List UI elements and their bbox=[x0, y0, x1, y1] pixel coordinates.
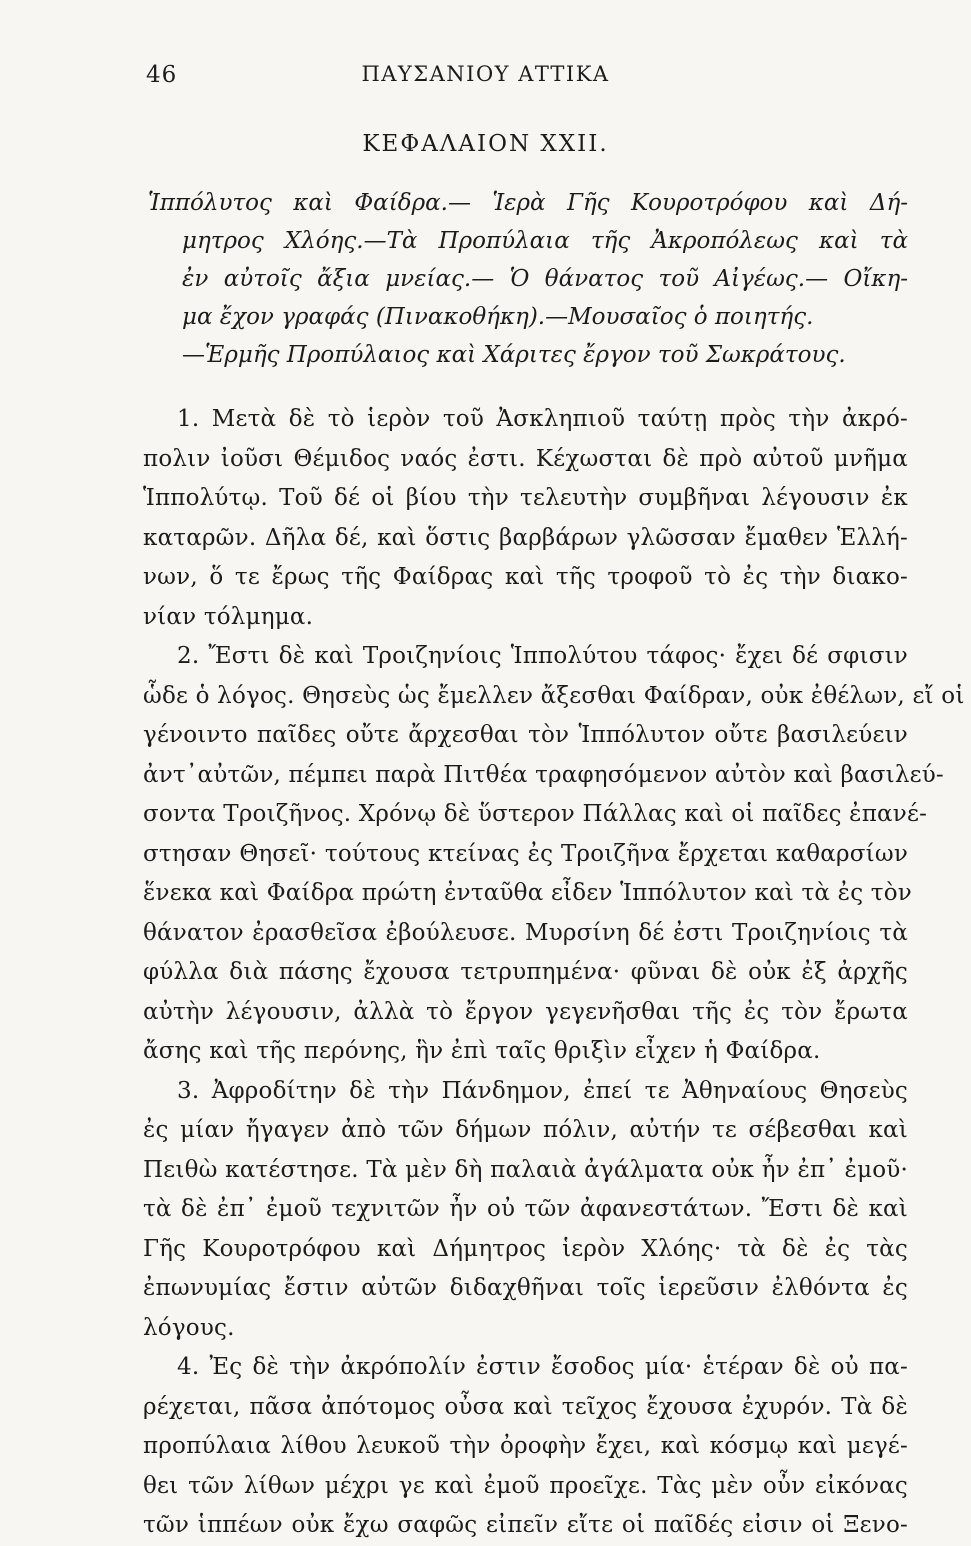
running-title: ΠΑΥΣΑΝΙΟΥ ΑΤΤΙΚΑ bbox=[361, 62, 610, 86]
summary-line: μα ἔχον γραφάς (Πινακοθήκη).—Μουσαῖος ὁ ποιητής. bbox=[182, 304, 814, 330]
text-line: καταρῶν. Δῆλα δέ, καὶ ὅστις βαρβάρων γλῶσσαν ἔμαθεν Ἑλλή- bbox=[143, 524, 908, 551]
text-line: 2. Ἔστι δὲ καὶ Τροιζηνίοις Ἱππολύτου τάφος· ἔχει δέ σφισιν bbox=[177, 643, 908, 669]
text-line: αὐτὴν λέγουσιν, ἀλλὰ τὸ ἔργον γεγενῆσθαι τῆς ἐς τὸν ἔρωτα bbox=[143, 998, 908, 1025]
text-line: νίαν τόλμημα. bbox=[143, 603, 314, 630]
text-line: θάνατον ἐρασθεῖσα ἐβούλευσε. Μυρσίνη δέ ἐστι Τροιζηνίοις τὰ bbox=[143, 919, 908, 946]
text-line: θει τῶν λίθων μέχρι γε καὶ ἐμοῦ προεῖχε. Τὰς μὲν οὖν εἰκόνας bbox=[143, 1472, 908, 1499]
summary-line: —Ἑρμῆς Προπύλαιος καὶ Χάριτες ἔργον τοῦ Σωκράτους. bbox=[182, 342, 846, 368]
text-line: ἐς μίαν ἤγαγεν ἀπὸ τῶν δήμων πόλιν, αὐτήν τε σέβεσθαι καὶ bbox=[143, 1117, 908, 1143]
summary-line: ἐν αὐτοῖς ἄξια μνείας.— Ὁ θάνατος τοῦ Αἰγέως.— Οἴκη- bbox=[182, 266, 908, 292]
text-line: ρέχεται, πᾶσα ἀπότομος οὖσα καὶ τεῖχος ἔχουσα ἐχυρόν. Τὰ δὲ bbox=[143, 1393, 908, 1420]
chapter-title: ΚΕΦΑΛΑΙΟΝ XXII. bbox=[362, 131, 609, 157]
chapter-summary bbox=[148, 184, 908, 374]
page-number: 46 bbox=[146, 62, 178, 88]
text-line: τὰ δὲ ἐπ᾽ ἐμοῦ τεχνιτῶν ἦν οὐ τῶν ἀφανεστάτων. Ἔστι δὲ καὶ bbox=[143, 1196, 908, 1222]
summary-line: μητρος Χλόης.—Τὰ Προπύλαια τῆς Ἀκροπόλεως καὶ τὰ bbox=[182, 228, 908, 254]
text-line: πολιν ἰοῦσι Θέμιδος ναός ἐστι. Κέχωσται δὲ πρὸ αὐτοῦ μνῆμα bbox=[143, 445, 908, 472]
text-line: Γῆς Κουροτρόφου καὶ Δήμητρος ἱερὸν Χλόης· τὰ δὲ ἐς τὰς bbox=[143, 1235, 908, 1262]
text-line: γένοιντο παῖδες οὔτε ἄρχεσθαι τὸν Ἱππόλυτον οὔτε βασιλεύειν bbox=[143, 722, 908, 748]
text-line: ἄσης καὶ τῆς περόνης, ἣν ἐπὶ ταῖς θριξὶν εἶχεν ἡ Φαίδρα. bbox=[143, 1038, 821, 1064]
text-line: 4. Ἐς δὲ τὴν ἀκρόπολίν ἐστιν ἔσοδος μία· ἑτέραν δὲ οὐ πα- bbox=[177, 1354, 908, 1380]
text-line: τῶν ἱππέων οὐκ ἔχω σαφῶς εἰπεῖν εἴτε οἱ παῖδές εἰσιν οἱ Ξενο- bbox=[143, 1512, 908, 1538]
text-line: 3. Ἀφροδίτην δὲ τὴν Πάνδημον, ἐπεί τε Ἀθηναίους Θησεὺς bbox=[177, 1077, 908, 1104]
text-line: Ἱππολύτῳ. Τοῦ δέ οἱ βίου τὴν τελευτὴν συμβῆναι λέγουσιν ἐκ bbox=[143, 485, 908, 511]
text-line: 1. Μετὰ δὲ τὸ ἱερὸν τοῦ Ἀσκληπιοῦ ταύτῃ πρὸς τὴν ἀκρό- bbox=[177, 406, 908, 432]
text-line: προπύλαια λίθου λευκοῦ τὴν ὀροφὴν ἔχει, καὶ κόσμῳ καὶ μεγέ- bbox=[143, 1433, 908, 1459]
text-line: στησαν Θησεῖ· τούτους κτείνας ἐς Τροιζῆνα ἔρχεται καθαρσίων bbox=[143, 840, 908, 867]
body-text bbox=[143, 400, 965, 1546]
text-line: λόγους. bbox=[143, 1314, 235, 1341]
text-line: σοντα Τροιζῆνος. Χρόνῳ δὲ ὕστερον Πάλλας καὶ οἱ παῖδες ἐπανέ- bbox=[143, 801, 928, 827]
summary-line: Ἱππόλυτος καὶ Φαίδρα.— Ἱερὰ Γῆς Κουροτρόφου καὶ Δή- bbox=[148, 190, 908, 216]
text-line: ἕνεκα καὶ Φαίδρα πρώτη ἐνταῦθα εἶδεν Ἱππόλυτον καὶ τὰ ἐς τὸν bbox=[143, 880, 912, 906]
page-header bbox=[0, 62, 971, 98]
text-line: φύλλα διὰ πάσης ἔχουσα τετρυπημένα· φῦναι δὲ οὐκ ἐξ ἀρχῆς bbox=[143, 959, 908, 985]
text-line: ἀντ᾽αὐτῶν, πέμπει παρὰ Πιτθέα τραφησόμενον αὐτὸν καὶ βασιλεύ- bbox=[143, 761, 944, 788]
text-line: ὧδε ὁ λόγος. Θησεὺς ὡς ἔμελλεν ἄξεσθαι Φαίδραν, οὐκ ἐθέλων, εἴ οἱ bbox=[143, 682, 965, 709]
text-line: ἐπωνυμίας ἔστιν αὐτῶν διδαχθῆναι τοῖς ἱερεῦσιν ἐλθόντα ἐς bbox=[143, 1275, 908, 1301]
text-line: νων, ὅ τε ἔρως τῆς Φαίδρας καὶ τῆς τροφοῦ τὸ ἐς τὴν διακο- bbox=[143, 564, 908, 590]
text-line: Πειθὼ κατέστησε. Τὰ μὲν δὴ παλαιὰ ἀγάλματα οὐκ ἦν ἐπ᾽ ἐμοῦ· bbox=[143, 1156, 908, 1183]
